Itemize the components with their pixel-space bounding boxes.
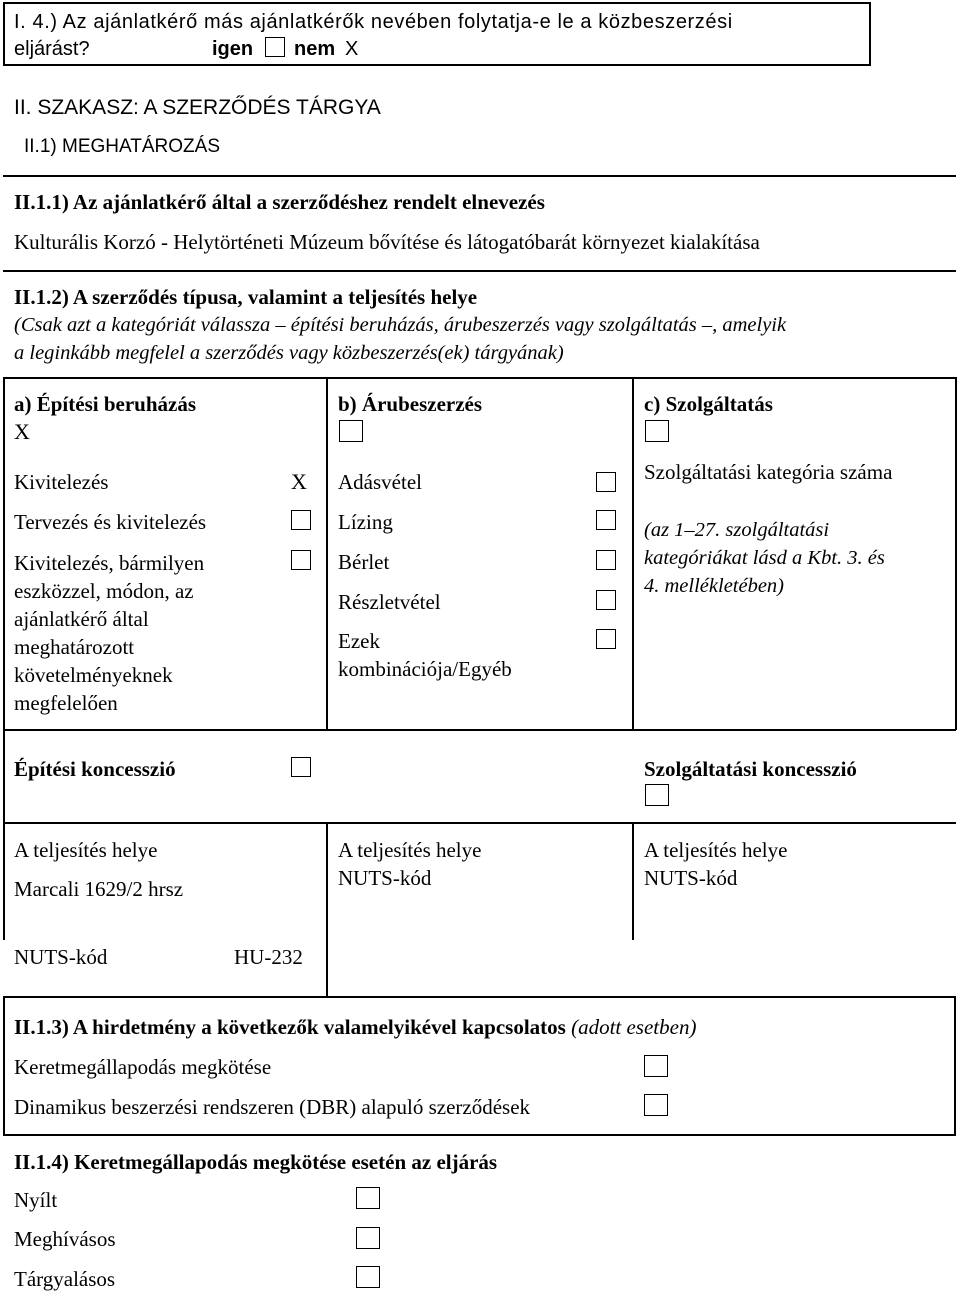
col-b-header: b) Árubeszerzés	[338, 392, 483, 416]
col-b-opt4-label: Részletvétel	[338, 590, 441, 614]
col-c-note-line: kategóriákat lásd a Kbt. 3. és	[644, 547, 885, 569]
col-a-opt3-line: Kivitelezés, bármilyen	[14, 551, 205, 575]
col-b-opt2-checkbox[interactable]	[596, 510, 616, 530]
col-a-opt1-mark[interactable]: X	[291, 469, 307, 494]
s213-heading-text: II.1.3) A hirdetmény a következők valamelyikével kapcsolatos	[14, 1015, 566, 1039]
col-a-nuts-label: NUTS-kód	[14, 945, 108, 969]
divider	[3, 175, 956, 177]
s214-opt1-checkbox[interactable]	[356, 1187, 380, 1209]
col-b-opt1-checkbox[interactable]	[596, 472, 616, 492]
works-concession-checkbox[interactable]	[291, 757, 311, 777]
col-c-place-label: A teljesítés helye	[644, 838, 788, 862]
s214-opt1-label: Nyílt	[14, 1188, 58, 1212]
s213-heading-note: (adott esetben)	[571, 1015, 697, 1039]
col-b-opt2-label: Lízing	[338, 510, 393, 534]
col-a-opt3-label	[14, 549, 204, 717]
s212-note-line2: a leginkább megfelel a szerződés vagy közbeszerzés(ek) tárgyának)	[14, 342, 564, 364]
s213-opt2-checkbox[interactable]	[644, 1094, 668, 1116]
col-a-header-mark[interactable]: X	[14, 419, 30, 444]
col-c-note-line: (az 1–27. szolgáltatási	[644, 519, 830, 541]
grid-line	[955, 377, 957, 730]
s212-heading: II.1.2) A szerződés típusa, valamint a teljesítés helye	[14, 285, 478, 309]
col-a-opt3-line: eszközzel, módon, az	[14, 579, 194, 603]
col-a-place-value: Marcali 1629/2 hrsz	[14, 877, 184, 901]
col-b-opt1-label: Adásvétel	[338, 470, 422, 494]
col-a-opt2-checkbox[interactable]	[291, 510, 311, 530]
works-concession-label: Építési koncesszió	[14, 757, 176, 781]
col-c-header: c) Szolgáltatás	[644, 392, 773, 416]
col-a-opt1-label: Kivitelezés	[14, 470, 109, 494]
grid-line	[326, 822, 328, 940]
s214-opt3-label: Tárgyalásos	[14, 1267, 116, 1291]
s211-heading: II.1.1) Az ajánlatkérő által a szerződéshez rendelt elnevezés	[14, 190, 545, 214]
grid-line	[3, 377, 5, 940]
col-b-opt5-line2: kombinációja/Egyéb	[338, 657, 512, 681]
col-b-header-checkbox[interactable]	[339, 420, 363, 442]
s213-heading	[14, 1015, 696, 1039]
col-a-opt3-line: meghatározott	[14, 635, 135, 659]
col-c-nuts-label: NUTS-kód	[644, 866, 738, 890]
section-subtitle: II.1) MEGHATÁROZÁS	[24, 136, 221, 157]
grid-line	[3, 377, 956, 379]
col-b-nuts-label: NUTS-kód	[338, 866, 432, 890]
q4-question-line1: I. 4.) Az ajánlatkérő más ajánlatkérők nevében folytatja-e le a közbeszerzési	[14, 11, 733, 33]
s213-opt1-label: Keretmegállapodás megkötése	[14, 1055, 272, 1079]
col-a-opt3-line: követelményeknek	[14, 663, 173, 687]
col-c-category-label: Szolgáltatási kategória száma	[644, 460, 893, 484]
section-title: II. SZAKASZ: A SZERZŐDÉS TÁRGYA	[14, 96, 381, 119]
col-a-place-label: A teljesítés helye	[14, 838, 158, 862]
col-c-header-checkbox[interactable]	[645, 420, 669, 442]
divider	[3, 270, 956, 272]
q4-no-mark[interactable]: X	[345, 38, 359, 60]
s214-heading: II.1.4) Keretmegállapodás megkötése esetén az eljárás	[14, 1150, 498, 1174]
grid-line	[326, 377, 328, 730]
grid-line	[632, 377, 634, 730]
col-a-opt3-line: megfelelően	[14, 691, 118, 715]
grid-line	[632, 822, 634, 940]
q4-no-label: nem	[294, 38, 336, 60]
s211-value: Kulturális Korzó - Helytörténeti Múzeum bővítése és látogatóbarát környezet kialakítása	[14, 230, 760, 254]
q4-yes-label: igen	[212, 38, 254, 60]
grid-line	[3, 822, 956, 824]
col-b-place-label: A teljesítés helye	[338, 838, 482, 862]
s212-note-line1: (Csak azt a kategóriát válassza – építési beruházás, árubeszerzés vagy szolgáltatás –, amelyik	[14, 314, 787, 336]
col-c-note	[644, 516, 885, 600]
col-b-opt3-label: Bérlet	[338, 550, 390, 574]
col-b-opt3-checkbox[interactable]	[596, 550, 616, 570]
col-a-opt3-checkbox[interactable]	[291, 550, 311, 570]
grid-line	[326, 940, 328, 997]
col-b-opt5-line1: Ezek	[338, 629, 380, 653]
q4-yes-checkbox[interactable]	[265, 37, 285, 57]
s214-opt3-checkbox[interactable]	[356, 1266, 380, 1288]
col-b-opt4-checkbox[interactable]	[596, 590, 616, 610]
s214-opt2-checkbox[interactable]	[356, 1227, 380, 1249]
col-a-header: a) Építési beruházás	[14, 392, 197, 416]
col-a-opt3-line: ajánlatkérő által	[14, 607, 149, 631]
s213-opt1-checkbox[interactable]	[644, 1055, 668, 1077]
col-a-nuts-value: HU-232	[234, 945, 303, 969]
s213-opt2-label: Dinamikus beszerzési rendszeren (DBR) alapuló szerződések	[14, 1095, 531, 1119]
service-concession-checkbox[interactable]	[645, 784, 669, 806]
grid-line	[3, 729, 956, 731]
col-b-opt5-checkbox[interactable]	[596, 629, 616, 649]
col-c-note-line: 4. mellékletében)	[644, 575, 785, 597]
service-concession-label: Szolgáltatási koncesszió	[644, 757, 857, 781]
col-a-opt2-label: Tervezés és kivitelezés	[14, 510, 207, 534]
q4-question-line2: eljárást?	[14, 38, 90, 60]
s214-opt2-label: Meghívásos	[14, 1227, 116, 1251]
